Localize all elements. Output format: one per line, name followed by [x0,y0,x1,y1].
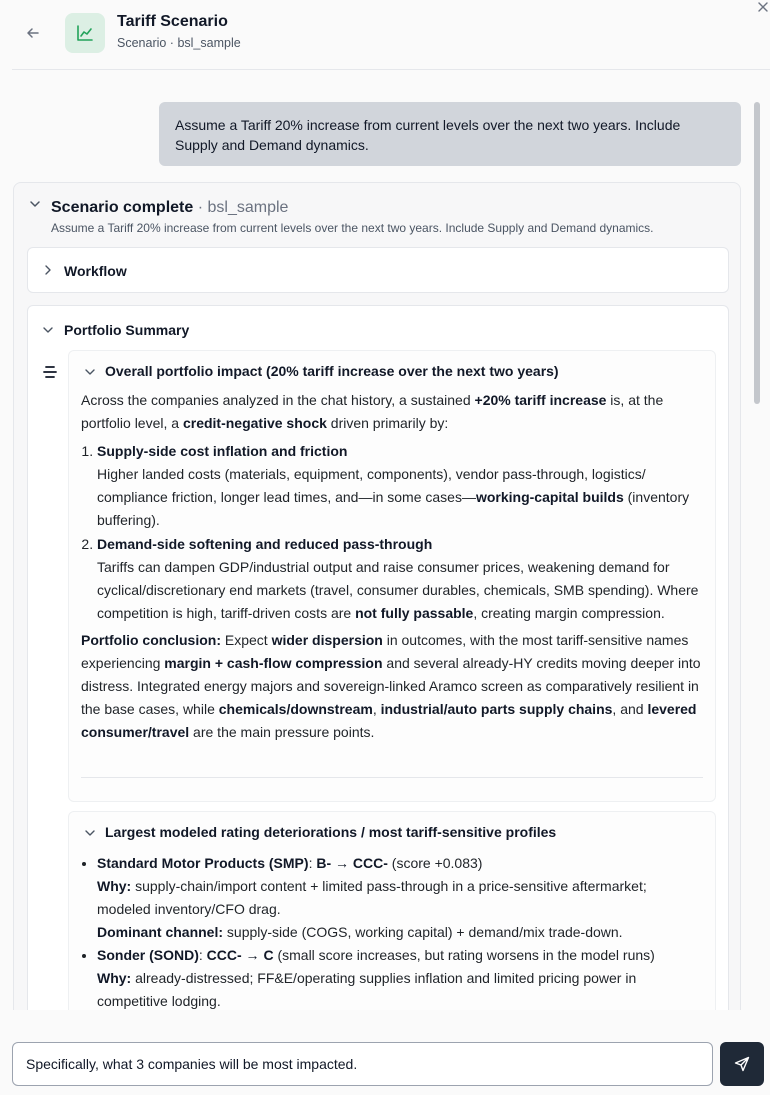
company-list [81,852,703,1010]
align-center-icon[interactable] [43,366,57,378]
status-text: Scenario complete [51,199,194,216]
text: Across the companies analyzed in the chat history, a sustained [81,392,475,408]
dataset-name: bsl_sample [207,199,289,216]
chevron-down-icon[interactable] [42,324,54,336]
bold-text: working-capital builds [475,489,624,505]
list-item [97,852,703,944]
text: are the main pressure points. [189,724,375,740]
scenario-logo [65,13,105,53]
message-composer [0,1010,770,1095]
rating-change: B- → CCC- [316,855,388,871]
rating-deteriorations-title: Largest modeled rating deteriorations / most tariff-sensitive profiles [105,824,557,840]
rating-change: CCC- → C [206,947,274,963]
list-item [97,440,703,532]
conclusion-paragraph [81,629,703,744]
chat-area[interactable] [0,70,770,1010]
intro-paragraph [81,389,703,435]
section-divider [81,777,703,778]
send-button[interactable] [720,1042,764,1086]
rating-deteriorations-body [81,852,703,1010]
text: : [308,855,317,871]
bold-text: +20% tariff increase [474,392,607,408]
text: supply-side (COGS, working capital) + demand/mix trade-down. [223,924,623,940]
list-item-heading: Supply-side cost inflation and friction [97,443,348,459]
bold-text: Dominant channel: [97,924,224,940]
company-name: Standard Motor Products (SMP) [97,855,309,871]
text: , creating margin compression. [473,605,665,621]
text: (small score increases, but rating worsens in the model runs) [273,947,655,963]
portfolio-summary-section [27,305,729,1010]
workflow-label: Workflow [64,263,127,279]
bold-text: levered consumer/travel [81,701,697,740]
company-name: Sonder (SOND) [97,947,199,963]
scenario-result-card [13,182,741,1010]
chevron-down-icon[interactable] [28,197,42,211]
title-separator: · [193,199,208,216]
page-title: Tariff Scenario [117,13,228,30]
workflow-section[interactable] [27,247,729,293]
bold-text: wider dispersion [271,632,383,648]
text: in outcomes, with the most tariff-sensitive names experiencing [81,632,689,671]
back-button[interactable] [22,22,44,44]
bold-text: not fully passable [355,605,474,621]
text: supply-chain/import content + limited pass-through in a price-sensitive aftermarket; modeled inventory/CFO drag. [97,878,647,917]
bold-text: Why: [97,878,132,894]
scrollbar[interactable] [752,100,760,1010]
text: , [372,701,381,717]
text: and several already-HY credits moving deeper into distress. Integrated energy majors and sovereign-linked Aramco screen as comparatively resilient in the base cases, while [81,655,701,717]
user-message: Assume a Tariff 20% increase from current levels over the next two years. Include Supply and Demand dynamics. [159,102,741,166]
scrollbar-thumb[interactable] [754,102,760,404]
text: is, at the portfolio level, a [81,392,664,431]
text: , and [612,701,648,717]
driver-list [81,440,703,625]
message-input[interactable] [12,1042,713,1086]
bold-text: Portfolio conclusion: [81,632,221,648]
header [0,0,770,70]
close-button[interactable] [755,0,770,14]
overall-impact-body [81,389,703,744]
list-item-heading: Demand-side softening and reduced pass-through [97,536,433,552]
chevron-down-icon[interactable] [84,827,96,839]
text: driven primarily by: [326,415,449,431]
text: Tariffs can dampen GDP/industrial output and raise consumer prices, weakening demand for cyclical/discretionary end markets (travel, consumer durables, chemicals, SMB spending). Where competition is high, tariff-driven costs are [97,559,699,621]
bold-text: credit-negative shock [182,415,327,431]
page-subtitle: Scenario · bsl_sample [117,36,241,50]
text: (score +0.083) [387,855,483,871]
bold-text: Why: [97,970,132,986]
overall-impact-section [68,350,716,802]
bold-text: margin + cash-flow compression [164,655,383,671]
rating-deteriorations-section [68,811,716,1010]
arrow-left-icon [26,26,40,40]
text: : [198,947,207,963]
send-icon [734,1056,750,1072]
scenario-status-title [51,199,288,217]
chevron-down-icon[interactable] [84,366,96,378]
overall-impact-title: Overall portfolio impact (20% tariff increase over the next two years) [105,363,559,379]
list-item [97,533,703,625]
bold-text: industrial/auto parts supply chains [380,701,613,717]
text: Higher landed costs (materials, equipment, components), vendor pass-through, logistics/ compliance friction, longer lead times, and—in some cases— [97,466,646,505]
scenario-description: Assume a Tariff 20% increase from current levels over the next two years. Include Supply and Demand dynamics. [51,221,654,235]
line-chart-icon [76,24,94,42]
portfolio-summary-label: Portfolio Summary [64,322,190,338]
text: already-distressed; FF&E/operating supplies inflation and limited pricing power in competitive lodging. [97,970,637,1009]
text: Expect [221,632,272,648]
close-icon [758,2,768,12]
text: (inventory buffering). [97,489,690,528]
chevron-right-icon [42,264,54,276]
bold-text: chemicals/downstream [218,701,373,717]
list-item [97,944,703,1010]
